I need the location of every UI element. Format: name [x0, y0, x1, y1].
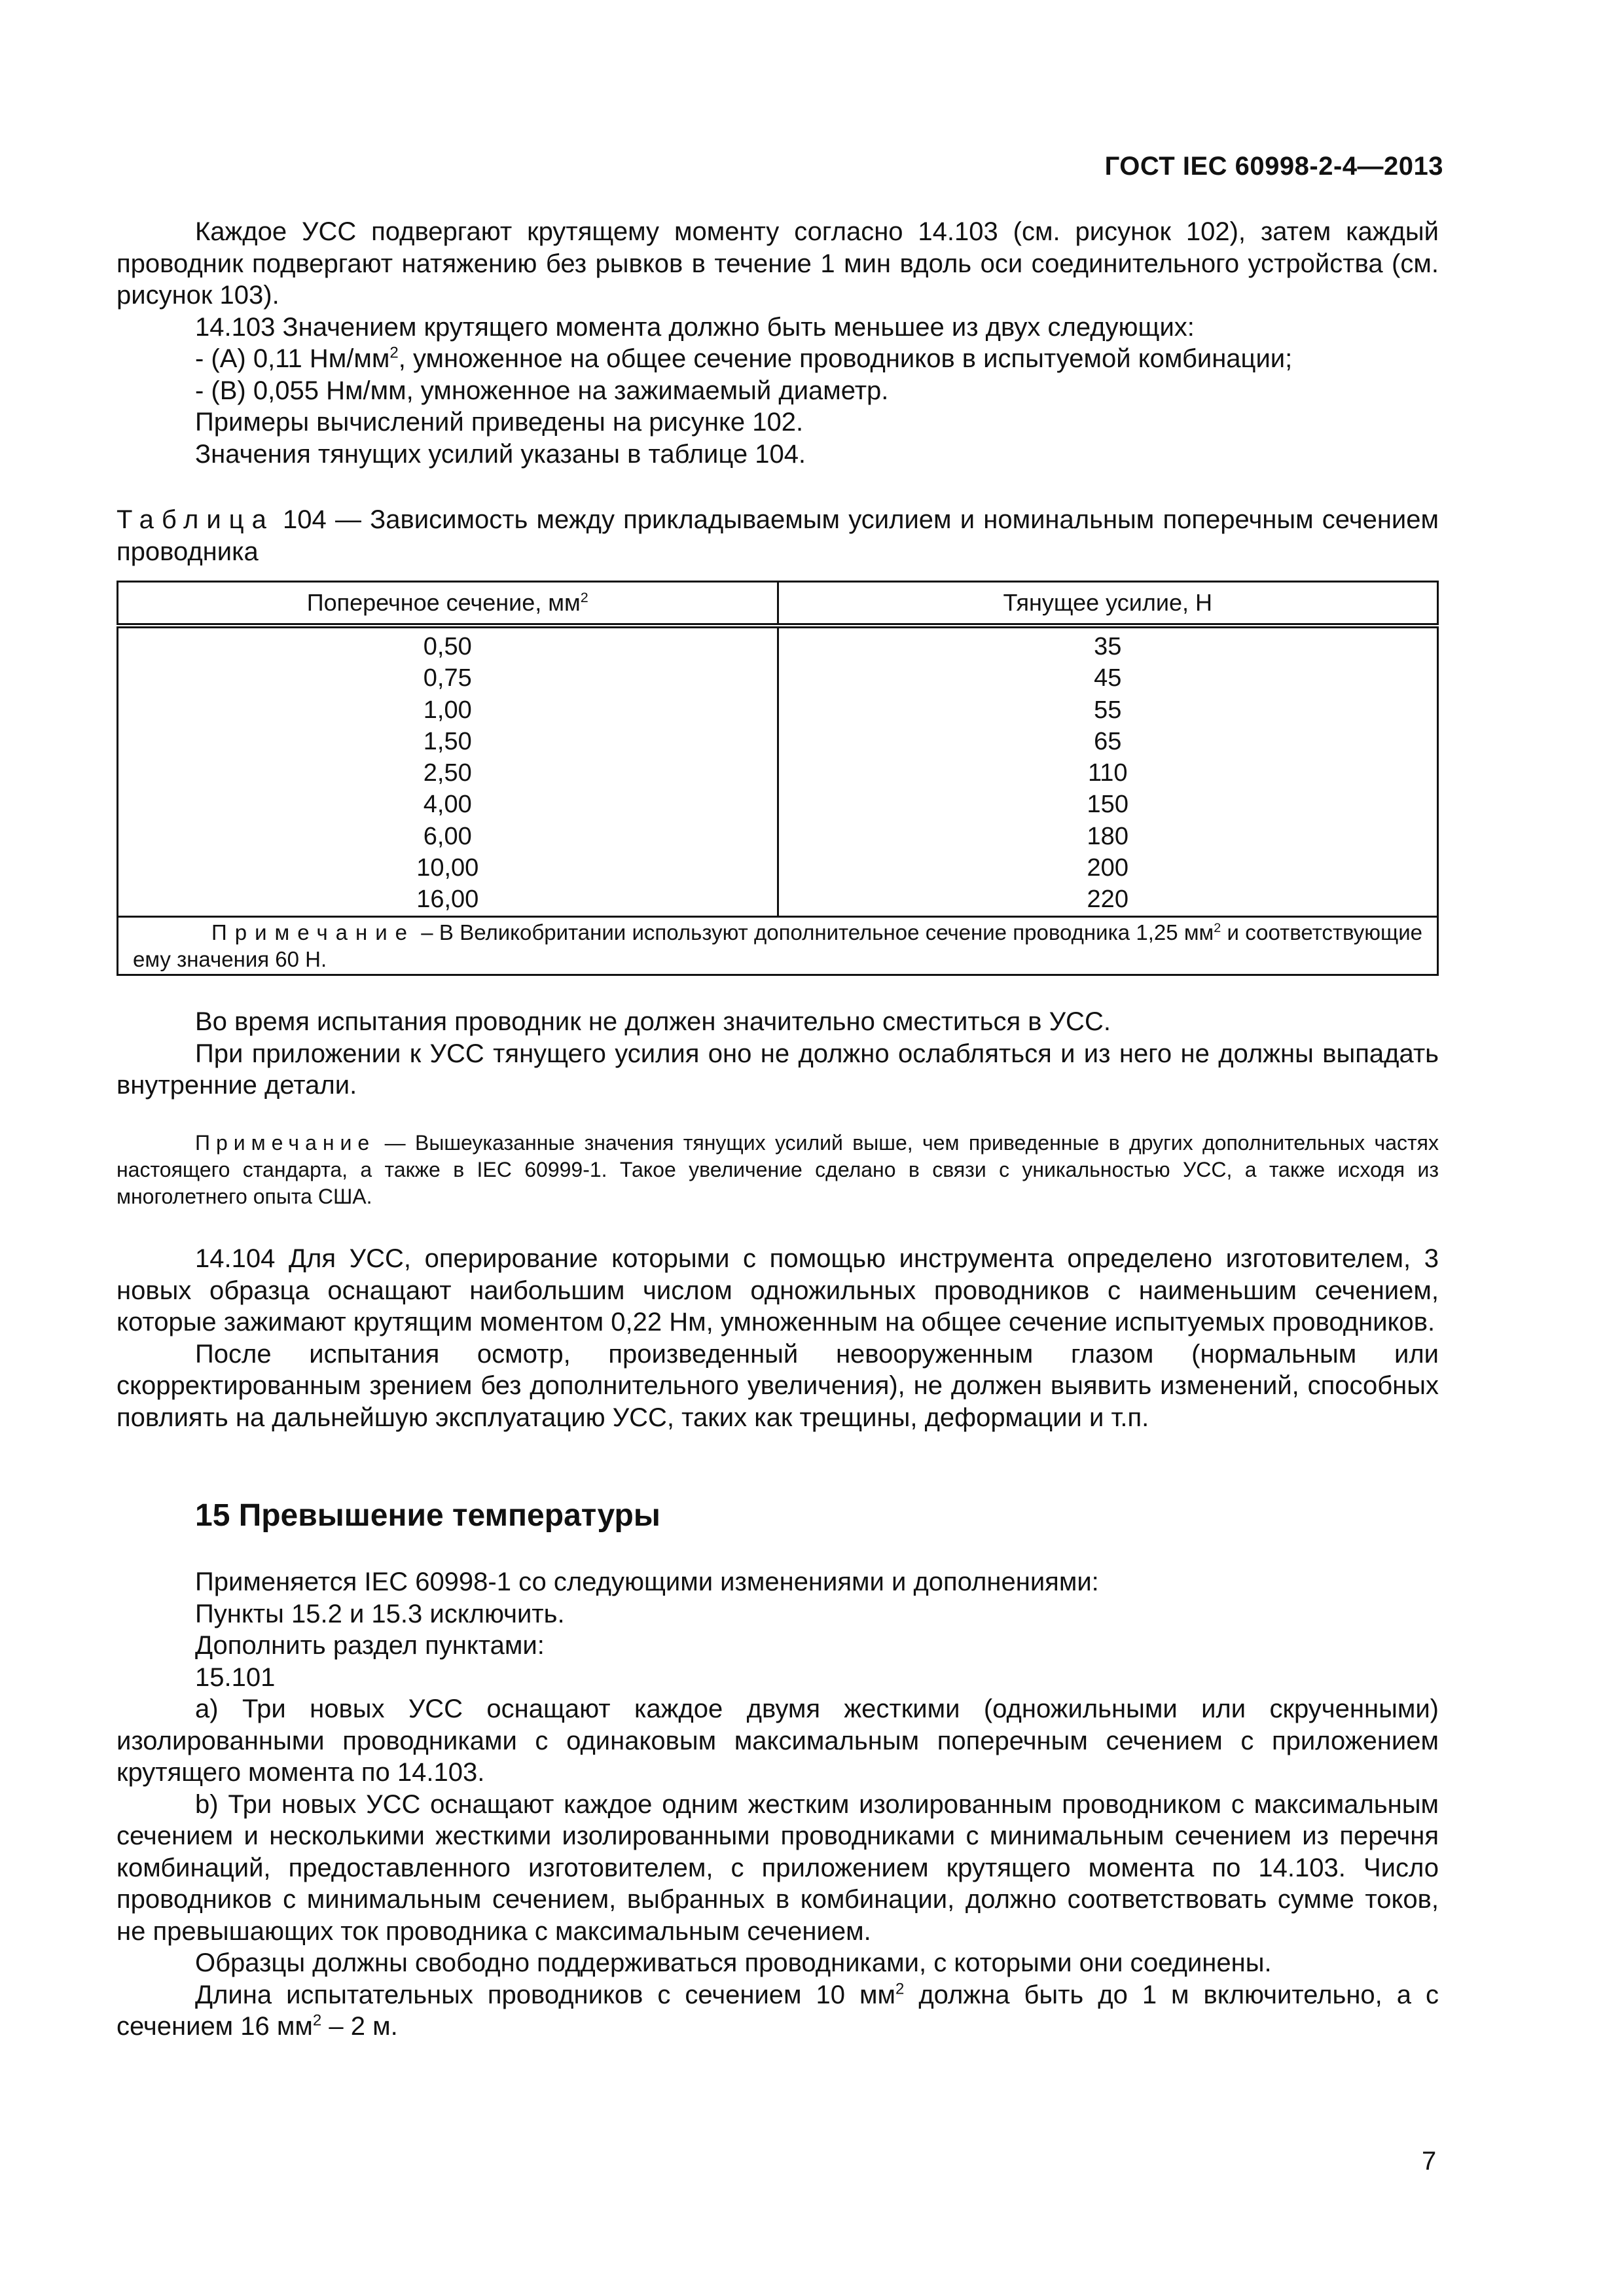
clause-14-103-title: 14.103 Значением крутящего момента должно быть меньшее из двух следующих:	[195, 312, 1195, 342]
section-15-heading-wrap	[195, 1498, 660, 1534]
intro-block	[117, 216, 1439, 470]
option-a-text: - (A) 0,11 Нм/мм	[195, 344, 390, 373]
document-header: ГОСТ IEC 60998-2-4—2013	[1104, 152, 1443, 181]
column-header-force: Тянущее усилие, Н	[778, 582, 1438, 626]
clause-number: 15.101	[195, 1662, 276, 1692]
page-number: 7	[1422, 2147, 1437, 2176]
after-table-block	[117, 1006, 1439, 1102]
section-paragraph: Применяется IEC 60998-1 со следующими изменениями и дополнениями:	[195, 1568, 1099, 1596]
table-reference: Значения тянущих усилий указаны в таблице 104.	[195, 439, 806, 469]
section-paragraph: Дополнить раздел пунктами:	[195, 1631, 545, 1660]
length-text-c: – 2 м.	[321, 2012, 398, 2041]
table-note-text: – В Великобритании используют дополнительное сечение проводника 1,25 мм	[415, 920, 1214, 944]
length-text-b: должна быть до 1 м включительно, а с сечением 16 мм	[117, 1980, 1439, 2041]
table-cell-section: 0,75	[423, 664, 472, 692]
conductor-length-paragraph	[117, 1979, 1439, 2043]
inspection-paragraph: После испытания осмотр, произведенный невооруженным глазом (нормальным или скорректированным зрением без дополнительного увеличения), не должен выявить изменений, способных повлиять на дальнейшую эксплуатацию УСС, таких как трещины, деформации и т.п.	[117, 1339, 1439, 1432]
table-cell-force: 110	[1087, 759, 1128, 787]
table-cell-section: 16,00	[416, 886, 479, 914]
note-block	[117, 1130, 1439, 1210]
table-cell-force: 220	[1087, 886, 1128, 914]
section-paragraph: Образцы должны свободно поддерживаться проводниками, с которыми они соединены.	[195, 1948, 1272, 1977]
examples-reference: Примеры вычислений приведены на рисунке 102.	[195, 408, 804, 437]
torque-option-a	[117, 343, 1439, 375]
table-cell-force: 35	[1094, 633, 1122, 660]
section-paragraph: Пункты 15.2 и 15.3 исключить.	[195, 1599, 565, 1628]
column-header-section: Поперечное сечение, $мм^2$	[118, 582, 778, 626]
table-note-text-end: и соответствующие ему значения 60 Н.	[133, 920, 1422, 971]
table-cell-force: 150	[1087, 791, 1128, 819]
table-cell-force: 65	[1094, 727, 1122, 755]
table-cell-section: 10,00	[416, 854, 479, 882]
superscript: 2	[1214, 920, 1221, 935]
table-cell-section: 6,00	[423, 822, 472, 850]
table-note	[118, 916, 1438, 975]
table-caption-label: Таблица	[117, 505, 274, 534]
item-b-paragraph: b) Три новых УСС оснащают каждое одним жестким изолированным проводником с максимальным сечением и несколькими жесткими изолированными проводниками с минимальным сечением из перечня комбинаций, предоставленного изготовителем, с приложением крутящего момента по 14.103. Число проводников с минимальным сечением, выбранных в комбинации, должно соответствовать сумме токов, не превышающих ток проводника с максимальным сечением.	[117, 1789, 1439, 1946]
section-values-cell	[118, 626, 778, 916]
length-text-a: Длина испытательных проводников с сечением 10 мм	[195, 1980, 895, 2009]
section-heading: 15 Превышение температуры	[195, 1498, 660, 1533]
table-row	[118, 626, 1438, 916]
force-values-cell	[778, 626, 1438, 916]
displacement-requirement: Во время испытания проводник не должен значительно сместиться в УСС.	[195, 1007, 1111, 1036]
table-cell-force: 55	[1094, 696, 1122, 724]
table-cell-section: 2,50	[423, 759, 472, 787]
superscript: 2	[895, 1980, 905, 1998]
superscript: 2	[312, 2011, 322, 2030]
section-15-body	[117, 1566, 1439, 2043]
clause-14-104-block	[117, 1243, 1439, 1433]
table-cell-section: 1,50	[423, 727, 472, 755]
intro-paragraph: Каждое УСС подвергают крутящему моменту согласно 14.103 (см. рисунок 102), затем каждый проводник подвергают натяжению без рывков в течение 1 мин вдоль оси соединительного устройства (см. рисунок 103).	[117, 217, 1439, 310]
table-caption-text: 104 — Зависимость между прикладываемым усилием и номинальным поперечным сечением проводника	[117, 505, 1439, 566]
force-section-table	[117, 581, 1439, 976]
table-cell-section: 1,00	[423, 696, 472, 724]
table-caption	[117, 504, 1439, 567]
table-note-row	[118, 916, 1438, 975]
option-a-text-end: , умноженное на общее сечение проводников в испытуемой комбинации;	[398, 344, 1293, 373]
superscript: 2	[389, 344, 399, 362]
table-cell-force: 45	[1094, 664, 1122, 692]
note-label: Примечание	[195, 1131, 376, 1155]
table-cell-section: 0,50	[423, 633, 472, 660]
torque-option-b: - (B) 0,055 Нм/мм, умноженное на зажимаемый диаметр.	[195, 376, 889, 405]
item-a-paragraph: a) Три новых УСС оснащают каждое двумя жесткими (одножильными или скрученными) изолированными проводниками с одинаковым максимальным поперечным сечением с приложением крутящего момента по 14.103.	[117, 1695, 1439, 1787]
table-cell-section: 4,00	[423, 791, 472, 819]
table-cell-force: 180	[1087, 822, 1128, 850]
table-cell-force: 200	[1087, 854, 1128, 882]
note-text: — Вышеуказанные значения тянущих усилий выше, чем приведенные в других дополнительных частях настоящего стандарта, а также в IEC 60999-1. Такое увеличение сделано в связи с уникальностью УСС, а также исходя из многолетнего опыта США.	[117, 1131, 1439, 1208]
clause-14-104-paragraph: 14.104 Для УСС, оперирование которыми с помощью инструмента определено изготовителем, 3 новых образца оснащают наибольшим числом одножильных проводников с наименьшим сечением, которые зажимают крутящим моментом 0,22 Нм, умноженным на общее сечение испытуемых проводников.	[117, 1244, 1439, 1336]
loosening-requirement: При приложении к УСС тянущего усилия оно не должно ослабляться и из него не должны выпадать внутренние детали.	[117, 1039, 1439, 1100]
table-note-label: Примечание	[211, 920, 416, 944]
